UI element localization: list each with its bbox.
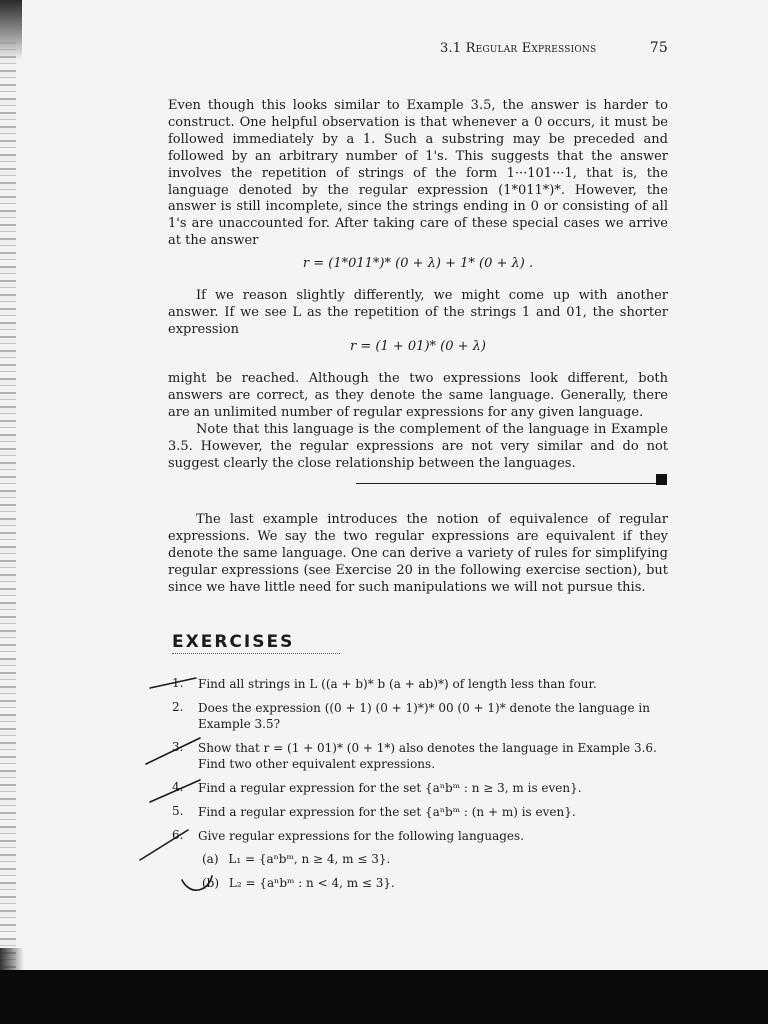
exercise-text: Find all strings in L ((a + b)* b (a + ab)*) of length less than four. [198,677,597,691]
subitem-text: L₂ = {aⁿbᵐ : n < 4, m ≤ 3}. [228,876,395,890]
exercises-heading: EXERCISES [172,632,295,652]
exercise-number: 3. [172,740,184,754]
exercises-heading-underline [172,653,340,654]
running-header [440,40,668,56]
subitem-label: (a) [202,852,219,866]
exercise-number: 6. [172,828,184,842]
end-of-example-mark [656,474,667,485]
page-number: 75 [649,40,668,56]
equation-2: r = (1 + 01)* (0 + λ) [350,339,486,354]
exercise-text: Does the expression ((0 + 1) (0 + 1)*)* 00 (0 + 1)* denote the language in Example 3.5? [198,701,650,731]
exercise-text: Find a regular expression for the set {aⁿbᵐ : (n + m) is even}. [198,805,576,819]
exercise-number: 1. [172,676,184,690]
paragraph-4: Note that this language is the complement of the language in Example 3.5. However, the regular expressions are not very similar and do not suggest clearly the close relationship between the languages. [168,422,668,471]
exercise-subitem [202,876,395,890]
paragraph-1: Even though this looks similar to Example 3.5, the answer is harder to construct. One helpful observation is that whenever a 0 occurs, it must be followed immediately by a 1. Such a substring may be preceded and followed by an arbitrary number of 1's. This suggests that the answer involves the repetition of strings of the form 1···101···1, that is, the language denoted by the regular expression (1*011*)*. However, the answer is still incomplete, since the strings ending in 0 or consisting of all 1's are unaccounted for. After taking care of these special cases we arrive at the answer [168,98,668,249]
scan-corner-shadow [0,0,22,60]
scan-bottom-band [0,970,768,1024]
paragraph-5: The last example introduces the notion of equivalence of regular expressions. We say the two regular expressions are equivalent if they denote the same language. One can derive a variety of rules for simplifying regular expressions (see Exercise 20 in the following exercise section), but since we have little need for such manipulations we will not pursue this. [168,512,668,595]
paragraph-3: might be reached. Although the two expressions look different, both answers are correct, as they denote the same language. Generally, there are an unlimited number of regular expressions for any given language. [168,371,668,420]
equation-1: r = (1*011*)* (0 + λ) + 1* (0 + λ) . [302,256,534,271]
exercise-text: Give regular expressions for the following languages. [198,829,525,843]
exercise-number: 4. [172,780,184,794]
exercise-subitem [202,852,390,866]
scan-binding-shadow [0,0,16,1024]
exercise-text: Find a regular expression for the set {aⁿbᵐ : n ≥ 3, m is even}. [198,781,582,795]
subitem-label: (b) [202,876,220,890]
exercise-text: Show that r = (1 + 01)* (0 + 1*) also denotes the language in Example 3.6. Find two other equivalent expressions. [198,741,657,771]
example-end-rule [356,483,656,484]
paragraph-2: If we reason slightly differently, we might come up with another answer. If we see L as the repetition of the strings 1 and 01, the shorter expression [168,288,668,337]
subitem-text: L₁ = {aⁿbᵐ, n ≥ 4, m ≤ 3}. [228,852,391,866]
section-title: 3.1 Regular Expressions [440,41,597,56]
exercise-number: 5. [172,804,184,818]
exercise-number: 2. [172,700,184,714]
